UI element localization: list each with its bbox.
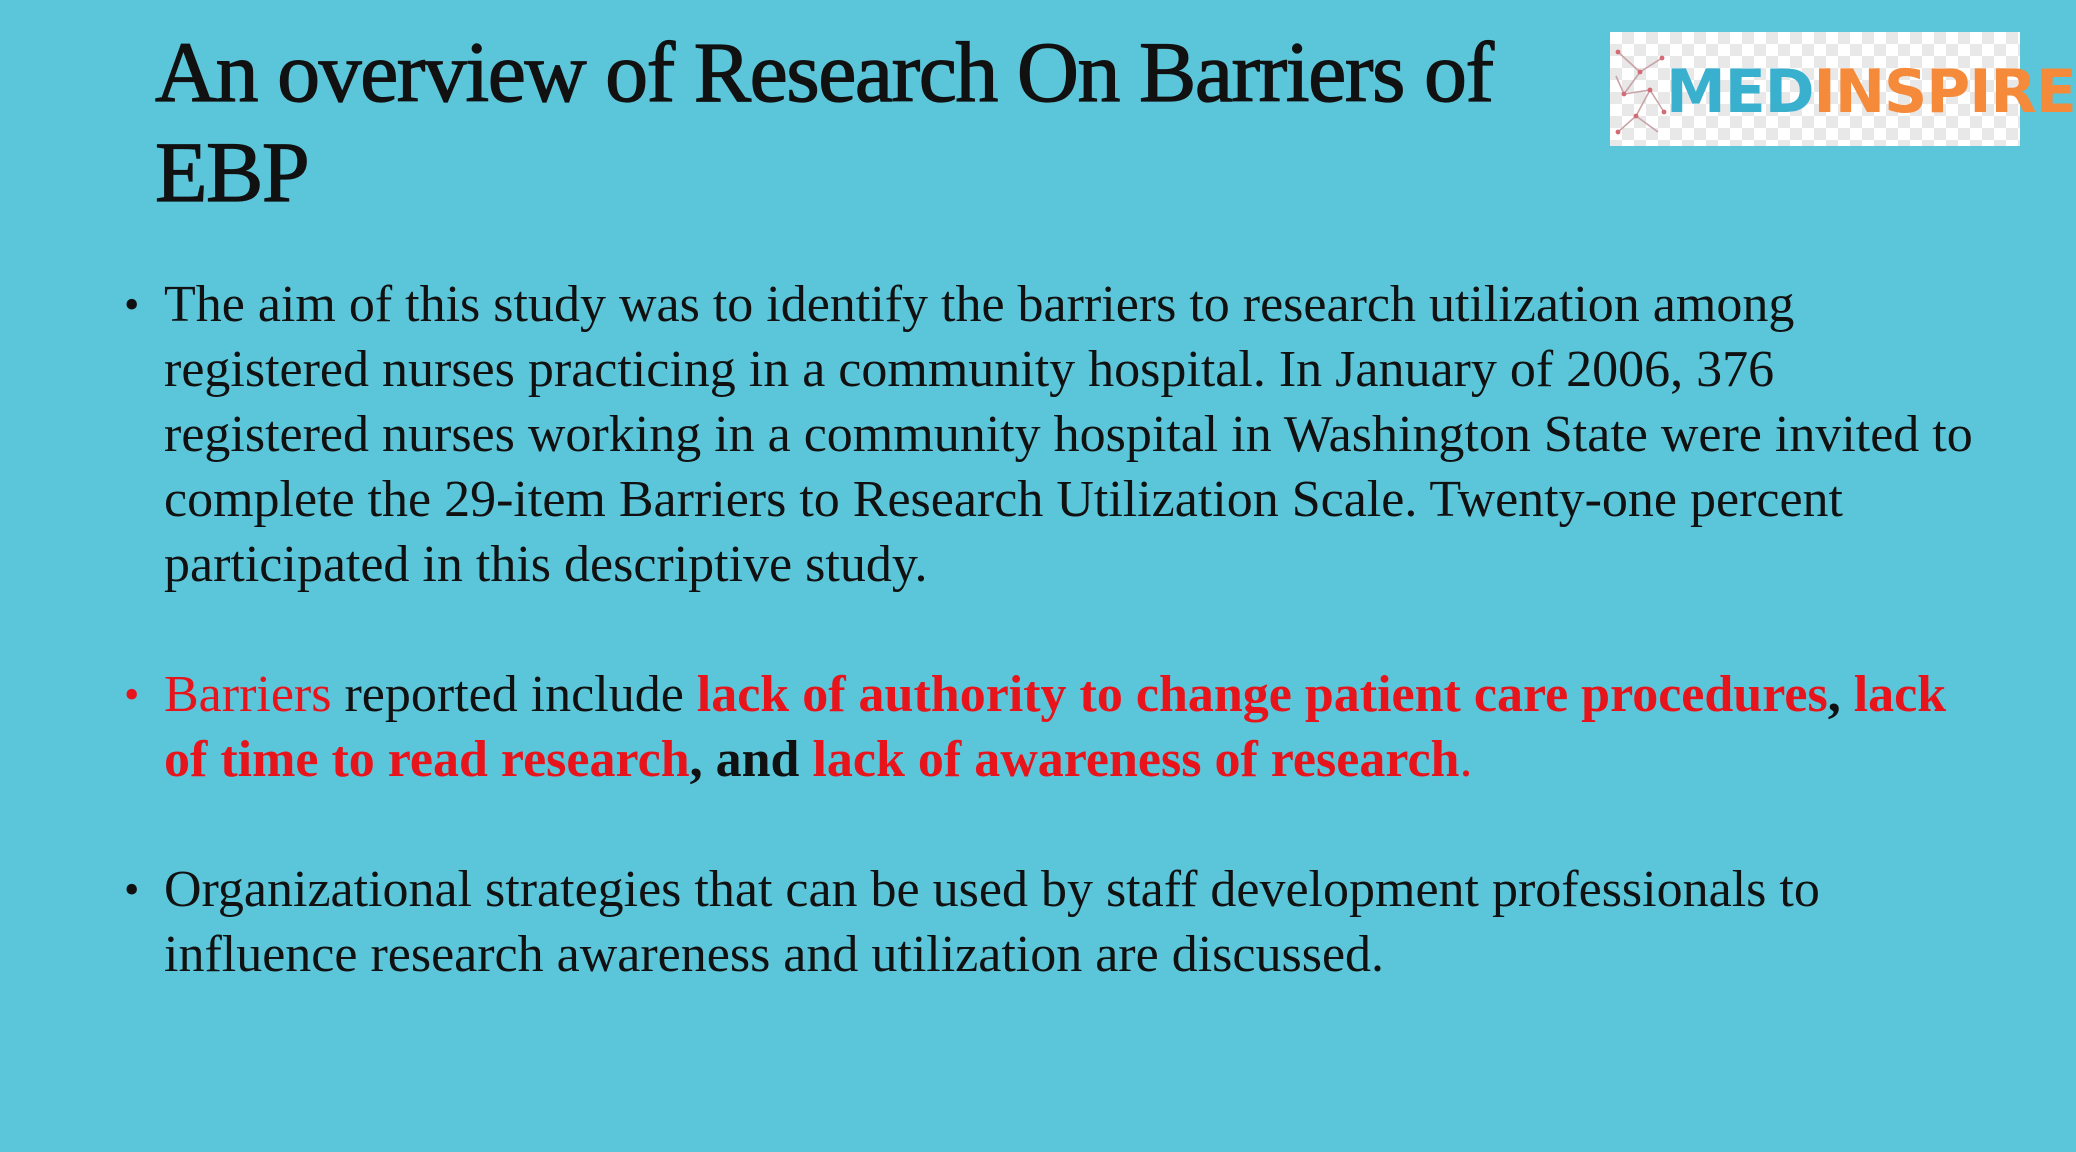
medinspire-logo <box>1610 32 2076 146</box>
barrier-separator: , <box>1827 666 1854 723</box>
bullet-marker: • <box>124 865 140 914</box>
barrier-authority: lack of authority to change patient care procedures <box>696 666 1828 723</box>
bullet-barriers <box>124 662 1984 792</box>
bullet-strategies <box>124 857 1984 987</box>
barriers-end: . <box>1459 731 1473 788</box>
barrier-separator: , and <box>689 731 813 788</box>
bullet-study-aim <box>124 272 1984 597</box>
barriers-lead: Barriers <box>164 666 332 723</box>
barrier-awareness: lack of awareness of research <box>812 731 1460 788</box>
slide-title: An overview of Research On Barriers of EBP <box>155 24 1493 220</box>
bullet-marker: • <box>124 670 140 719</box>
network-graphic-icon <box>1610 32 1670 146</box>
barriers-lead-rest: reported include <box>331 666 697 723</box>
logo-wordmark <box>1666 58 2076 126</box>
bullet-marker: • <box>124 280 140 329</box>
logo-text-med: MED <box>1666 57 1814 127</box>
bullet-text: Organizational strategies that can be used by staff development professionals to influence research awareness and utilization are discussed. <box>164 861 1820 983</box>
logo-text-inspire: INSPIRE <box>1813 57 2076 127</box>
barrier-time: lack of time to read research <box>164 666 1947 788</box>
bullet-list <box>124 272 1984 1052</box>
bullet-text: The aim of this study was to identify the barriers to research utilization among registered nurses practicing in a community hospital. In January of 2006, 376 registered nurses working in a community hospital in Washington State were invited to complete the 29-item Barriers to Research Utilization Scale. Twenty-one percent participated in this descriptive study. <box>164 276 1973 593</box>
